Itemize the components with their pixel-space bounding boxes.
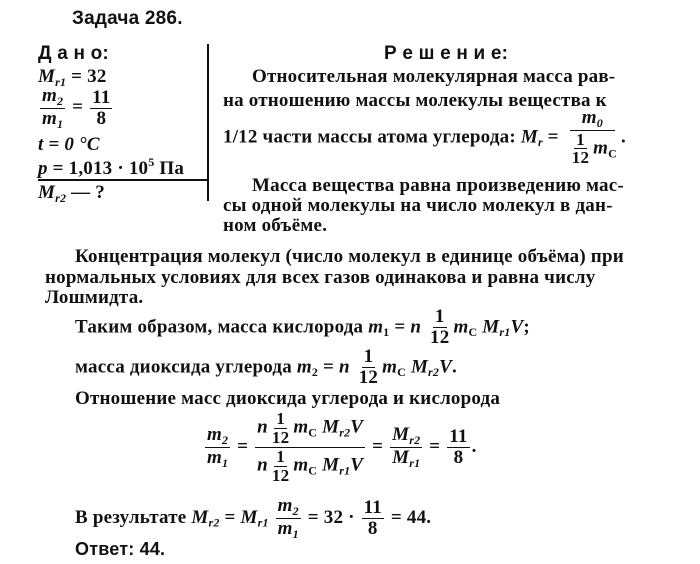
problem-title: Задача 286.: [72, 8, 183, 29]
formula-ratio: $\frac{m_2}{m_1}$ = n $\frac{1}{12}$ $m_C$ $M_{r2}V$ n $\frac{1}{12}$ $m_C$ $M_{r1}V$ = $\frac{M_{r2}}{M_{r1}}$ = $\frac{11}{8}$ .: [207, 409, 477, 485]
solution-p2-line1: Масса вещества равна произведению мас-: [252, 175, 624, 196]
formula-m2: масса диоксида углерода $m_2 = n$ $\frac{1}{12}$ $m_C$ $M_{r2}V$.: [75, 346, 457, 388]
solution-p2-line2: сы одной молекулы на число молекул в дан-: [223, 195, 613, 216]
solution-p1-line3: 1/12 части массы атома углерода: $M_r$ = $m_0$ $\frac{1}{12}$ $m_C$ .: [223, 107, 626, 168]
body-p3-line2: нормальных условиях для всех газов одинакова и равна числу: [45, 267, 596, 288]
given-mass-ratio: $\frac{m_2}{m_1}$ = $\frac{11}{8}$: [42, 85, 111, 131]
answer: Ответ: 44.: [75, 539, 166, 559]
given-header: Д а н о:: [38, 43, 109, 64]
given-find: $M_{r2}$ — ?: [38, 182, 105, 205]
solution-p1-line2: на отношению массы молекулы вещества к: [223, 90, 607, 111]
given-pressure: $p = 1,013 \cdot 10^5$ Па: [38, 155, 185, 179]
body-p3-line1: Концентрация молекул (число молекул в единице объёма) при: [75, 246, 624, 267]
given-divider: [38, 179, 208, 181]
given-mr1: $M_{r1} = 32$: [38, 66, 107, 89]
solution-p1-line1: Относительная молекулярная масса рав-: [252, 66, 616, 87]
solution-p2-line3: ном объёме.: [223, 215, 328, 236]
solution-header: Р е ш е н и е:: [384, 43, 509, 64]
formula-m1: Таким образом, масса кислорода $m_1 = n$ $\frac{1}{12}$ $m_C$ $M_{r1}V$;: [75, 306, 530, 348]
formula-result: В результате $M_{r2} = M_{r1}$ $\frac{m_2}{m_1}$ = 32 · $\frac{11}{8}$ = 44.: [75, 495, 432, 541]
given-temperature: t = 0 °C: [38, 134, 100, 155]
body-p6: Отношение масс диоксида углерода и кислорода: [75, 388, 501, 409]
given-vertical-rule: [207, 44, 209, 201]
body-p3-line3: Лошмидта.: [45, 287, 144, 308]
